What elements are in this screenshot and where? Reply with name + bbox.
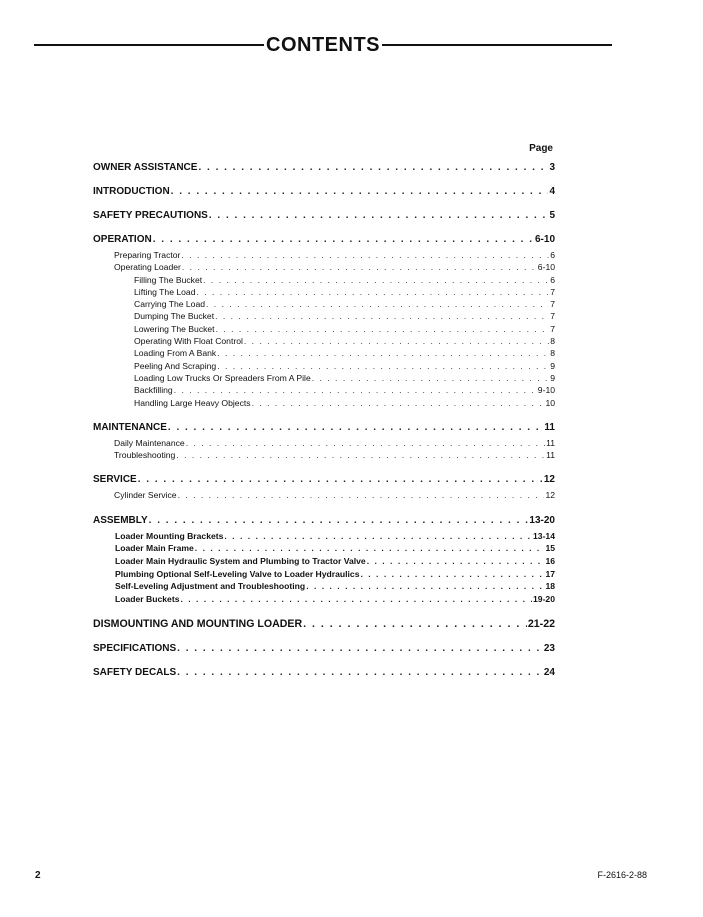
toc-entry-page: 13-14 bbox=[533, 530, 555, 541]
toc-subentry-handling-heavy-objects[interactable] bbox=[93, 398, 555, 410]
toc-subentry-carrying-the-load[interactable] bbox=[93, 299, 555, 311]
toc-entry-page: 9 bbox=[550, 372, 555, 383]
dot-leader bbox=[180, 594, 532, 604]
toc-entry-title: Dumping The Bucket bbox=[134, 311, 215, 322]
dot-leader bbox=[171, 186, 549, 197]
toc-subentry-backfilling[interactable] bbox=[93, 385, 555, 397]
header-rule-right bbox=[382, 44, 612, 46]
toc-entry-page: 11 bbox=[544, 421, 555, 433]
toc-subentry-preparing-tractor[interactable] bbox=[93, 250, 555, 262]
toc-entry-title: Loader Main Hydraulic System and Plumbing to Tractor Valve bbox=[115, 555, 366, 566]
page-title: CONTENTS bbox=[266, 34, 380, 56]
toc-subentry-mounting-brackets[interactable] bbox=[93, 531, 555, 544]
dot-leader bbox=[209, 210, 549, 221]
toc-entry-page: 8 bbox=[550, 348, 555, 359]
toc-entry-page: 6 bbox=[550, 250, 555, 260]
toc-entry-title: Plumbing Optional Self-Leveling Valve to Loader Hydraulics bbox=[115, 568, 360, 579]
toc-entry-page: 24 bbox=[543, 667, 555, 679]
dot-leader bbox=[177, 643, 543, 654]
dot-leader bbox=[203, 275, 549, 285]
dot-leader bbox=[252, 398, 545, 408]
toc-subentry-loading-from-bank[interactable] bbox=[93, 348, 555, 360]
dot-leader bbox=[153, 234, 534, 245]
toc-subentry-main-hydraulic-system[interactable] bbox=[93, 556, 555, 569]
toc-entry-service[interactable] bbox=[93, 474, 555, 486]
toc-entry-title: OWNER ASSISTANCE bbox=[93, 162, 198, 173]
toc-entry-title: Operating With Float Control bbox=[134, 336, 243, 347]
toc-entry-title: Handling Large Heavy Objects bbox=[134, 397, 251, 408]
toc-entry-specifications[interactable] bbox=[93, 643, 555, 655]
dot-leader bbox=[217, 348, 549, 358]
toc-entry-page: 6 bbox=[550, 274, 555, 285]
toc-entry-introduction[interactable] bbox=[93, 186, 555, 198]
toc-entry-title: Carrying The Load bbox=[134, 299, 206, 310]
toc-subentry-lifting-the-load[interactable] bbox=[93, 287, 555, 299]
toc-entry-page: 3 bbox=[549, 162, 555, 173]
dot-leader bbox=[174, 385, 537, 395]
toc-entry-title: ASSEMBLY bbox=[93, 514, 148, 526]
dot-leader bbox=[195, 543, 545, 553]
toc-entry-title: DISMOUNTING AND MOUNTING LOADER bbox=[93, 618, 303, 631]
dot-leader bbox=[216, 324, 550, 334]
toc-entry-page: 9 bbox=[550, 360, 555, 371]
toc-entry-title: OPERATION bbox=[93, 234, 152, 245]
header-rule-left bbox=[34, 44, 264, 46]
toc-entry-page: 12 bbox=[543, 474, 555, 486]
toc-entry-title: Lifting The Load bbox=[134, 286, 196, 297]
toc-entry-page: 9-10 bbox=[537, 385, 555, 396]
toc-subentry-dumping-the-bucket[interactable] bbox=[93, 311, 555, 323]
toc-subentry-self-leveling-adjustment[interactable] bbox=[93, 581, 555, 594]
toc-entry-page: 23 bbox=[543, 643, 555, 655]
toc-entry-owner-assistance[interactable] bbox=[93, 162, 555, 174]
toc-subentry-lowering-the-bucket[interactable] bbox=[93, 324, 555, 336]
page-column-header: Page bbox=[529, 143, 553, 154]
toc-entry-page: 5 bbox=[549, 210, 555, 221]
dot-leader bbox=[215, 311, 549, 321]
toc-entry-page: 18 bbox=[545, 581, 555, 592]
contents-header bbox=[34, 34, 612, 56]
toc-entry-page: 8 bbox=[550, 336, 555, 347]
table-of-contents bbox=[93, 162, 555, 679]
dot-leader bbox=[303, 618, 527, 630]
dot-leader bbox=[182, 262, 537, 272]
toc-entry-page: 11 bbox=[546, 437, 555, 448]
toc-entry-title: Backfilling bbox=[134, 385, 173, 396]
dot-leader bbox=[181, 250, 549, 260]
dot-leader bbox=[361, 569, 545, 579]
toc-entry-page: 13-20 bbox=[529, 514, 555, 526]
toc-entry-safety-precautions[interactable] bbox=[93, 210, 555, 222]
toc-entry-title: Loader Mounting Brackets bbox=[115, 530, 224, 541]
toc-subentry-loading-low-trucks[interactable] bbox=[93, 373, 555, 385]
toc-subentry-filling-the-bucket[interactable] bbox=[93, 275, 555, 287]
toc-entry-page: 16 bbox=[545, 555, 555, 566]
toc-subentry-operating-loader[interactable] bbox=[93, 262, 555, 274]
dot-leader bbox=[176, 450, 545, 460]
toc-entry-safety-decals[interactable] bbox=[93, 667, 555, 679]
toc-entry-title: Operating Loader bbox=[114, 262, 181, 273]
toc-entry-page: 6-10 bbox=[534, 234, 555, 245]
toc-entry-title: Loader Buckets bbox=[115, 593, 180, 604]
toc-entry-title: Daily Maintenance bbox=[114, 437, 185, 448]
toc-entry-title: Troubleshooting bbox=[114, 450, 176, 461]
dot-leader bbox=[138, 474, 543, 485]
footer-document-code: F-2616-2-88 bbox=[597, 870, 647, 880]
toc-entry-title: Loading Low Trucks Or Spreaders From A Pile bbox=[134, 372, 311, 383]
toc-entry-page: 7 bbox=[550, 311, 555, 322]
toc-entry-page: 6-10 bbox=[537, 262, 555, 273]
toc-subentry-loader-buckets[interactable] bbox=[93, 594, 555, 607]
toc-entry-page: 19-20 bbox=[533, 593, 555, 604]
dot-leader bbox=[177, 667, 543, 678]
dot-leader bbox=[367, 556, 545, 566]
dot-leader bbox=[217, 361, 549, 371]
toc-entry-page: 4 bbox=[549, 186, 555, 197]
toc-entry-title: Preparing Tractor bbox=[114, 250, 181, 260]
toc-entry-title: MAINTENANCE bbox=[93, 421, 167, 433]
toc-entry-title: INTRODUCTION bbox=[93, 186, 170, 197]
toc-entry-page: 15 bbox=[545, 543, 555, 554]
toc-entry-title: Filling The Bucket bbox=[134, 274, 203, 285]
toc-entry-page: 17 bbox=[545, 568, 555, 579]
toc-entry-page: 10 bbox=[545, 397, 555, 408]
toc-entry-assembly[interactable] bbox=[93, 515, 555, 527]
toc-entry-page: 7 bbox=[550, 299, 555, 310]
toc-entry-dismounting-mounting[interactable] bbox=[93, 618, 555, 631]
toc-entry-title: SAFETY PRECAUTIONS bbox=[93, 210, 208, 221]
dot-leader bbox=[178, 490, 545, 500]
dot-leader bbox=[149, 515, 529, 526]
toc-subentry-cylinder-service[interactable] bbox=[93, 490, 555, 502]
dot-leader bbox=[312, 373, 549, 383]
footer-page-number: 2 bbox=[35, 870, 41, 881]
dot-leader bbox=[196, 287, 549, 297]
toc-subentry-daily-maintenance[interactable] bbox=[93, 438, 555, 450]
dot-leader bbox=[206, 299, 549, 309]
toc-entry-page: 12 bbox=[545, 490, 555, 501]
toc-entry-title: Cylinder Service bbox=[114, 490, 177, 501]
toc-subentry-peeling-and-scraping[interactable] bbox=[93, 361, 555, 373]
toc-subentry-self-leveling-valve[interactable] bbox=[93, 569, 555, 582]
toc-entry-title: SPECIFICATIONS bbox=[93, 643, 177, 655]
toc-entry-operation[interactable] bbox=[93, 234, 555, 246]
toc-entry-maintenance[interactable] bbox=[93, 422, 555, 434]
dot-leader bbox=[244, 336, 549, 346]
dot-leader bbox=[186, 438, 545, 448]
dot-leader bbox=[224, 531, 532, 541]
toc-entry-page: 7 bbox=[550, 286, 555, 297]
toc-entry-page: 21-22 bbox=[527, 618, 555, 631]
toc-entry-title: Peeling And Scraping bbox=[134, 360, 217, 371]
dot-leader bbox=[306, 581, 544, 591]
toc-entry-title: Lowering The Bucket bbox=[134, 323, 215, 334]
toc-entry-page: 7 bbox=[550, 323, 555, 334]
toc-entry-title: Loader Main Frame bbox=[115, 543, 194, 554]
toc-subentry-troubleshooting[interactable] bbox=[93, 450, 555, 462]
toc-entry-title: Loading From A Bank bbox=[134, 348, 217, 359]
toc-subentry-main-frame[interactable] bbox=[93, 543, 555, 556]
dot-leader bbox=[168, 422, 544, 433]
toc-entry-title: SERVICE bbox=[93, 474, 137, 486]
toc-entry-page: 11 bbox=[546, 450, 555, 461]
toc-entry-title: SAFETY DECALS bbox=[93, 667, 177, 679]
toc-entry-title: Self-Leveling Adjustment and Troubleshooting bbox=[115, 581, 306, 592]
toc-subentry-float-control[interactable] bbox=[93, 336, 555, 348]
dot-leader bbox=[198, 162, 548, 173]
